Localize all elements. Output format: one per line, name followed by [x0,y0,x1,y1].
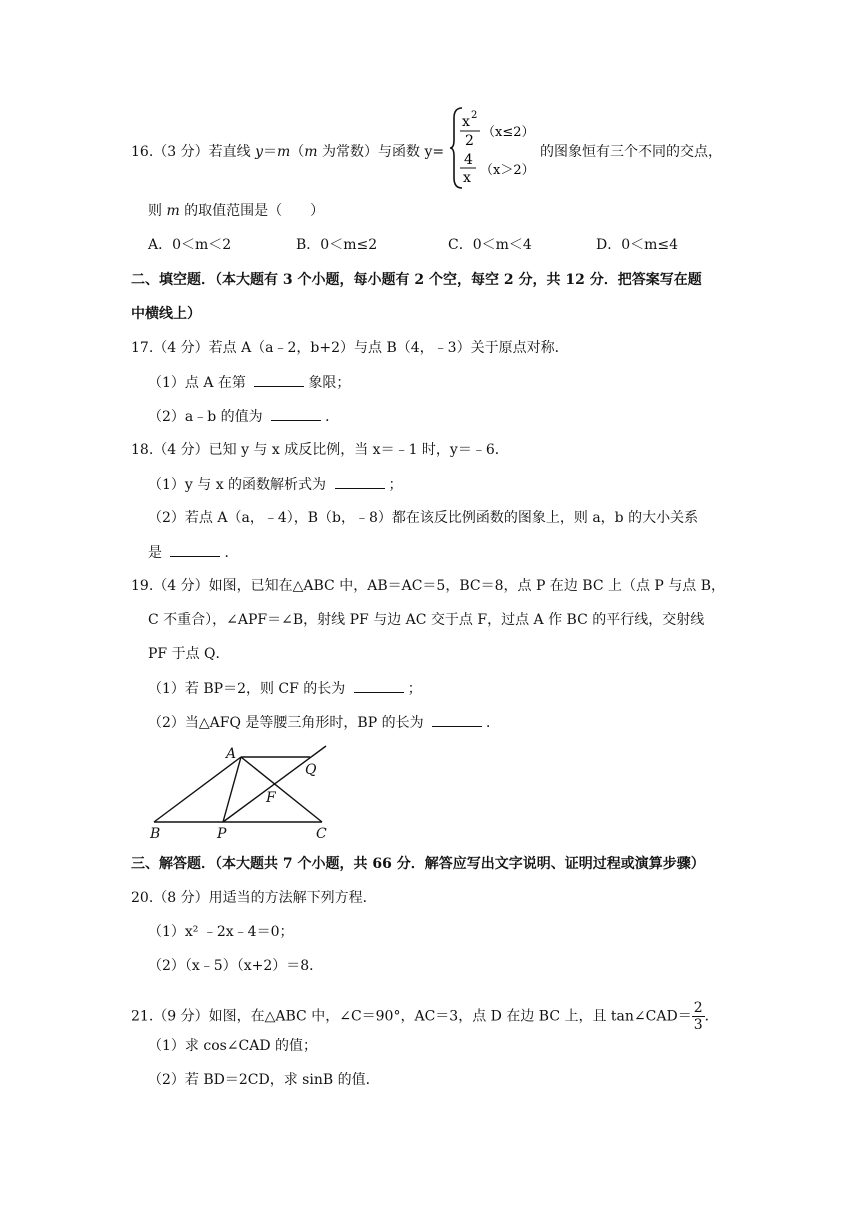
q18-p2c: 是 [148,545,167,561]
q21-stem-text: 21.（9 分）如图，在△ABC 中，∠C＝90°，AC＝3，点 D 在边 BC 上，且 tan∠CAD＝ [131,1008,692,1025]
func-y-eq: y= [424,144,445,160]
label-a: A [226,746,237,762]
q20-stem: 20.（8 分）用适当的方法解下列方程． [131,890,377,906]
sec3-l1: 三、解答题．（本大题共 7 个小题，共 66 分．解答应写出文字说明、证明过程或演算步骤） [131,856,705,872]
q17-stem: 17.（4 分）若点 A（a﹣2，b+2）与点 B（4，﹣3）关于原点对称． [131,340,569,356]
q18-p2d: ． [224,545,239,561]
q16-option-c: C．0＜m＜4 [448,237,532,253]
var-y: y [255,144,263,160]
sec2-l2: 中横线上） [131,306,201,322]
piece2-cond: （x＞2） [480,163,535,178]
q16-option-b: B．0＜m≤2 [296,237,378,253]
q18-stem: 18.（4 分）已知 y 与 x 成反比例，当 x＝﹣1 时，y＝﹣6． [131,442,509,458]
q16-mid1: （ [290,144,305,160]
q17-part2 [148,406,339,427]
q19-part2 [148,712,500,733]
segment-ap [223,757,241,822]
q19-p2b: ． [486,715,501,731]
piecewise-function [450,104,546,192]
q21-part1: （1）求 cos∠CAD 的值； [148,1038,318,1054]
piece2-num: 4 [464,152,473,168]
q16-line2a: 则 [148,203,167,219]
fraction-2-3 [692,1000,705,1033]
q17-p2a: （2）a﹣b 的值为 [148,409,268,425]
q17-p2b: ． [325,409,340,425]
q19-line3: PF 于点 Q． [148,646,230,662]
piece1-cond: （x≤2） [482,125,535,140]
q18-p1b: ； [388,477,403,493]
piece1-den: 2 [465,133,474,149]
label-p: P [217,826,227,840]
q17-p1b: 象限； [308,375,351,391]
q16-suffix: 的图象恒有三个不同的交点， [540,144,722,160]
var-m2: m [304,144,318,160]
q19-line1: 19.（4 分）如图，已知在△ABC 中，AB＝AC＝5，BC＝8，点 P 在边 BC 上（点 P 与点 B， [131,578,726,594]
q20-part1: （1）x² ﹣2x﹣4＝0； [148,924,294,940]
q18-part2-cont [148,542,238,563]
label-f: F [266,790,276,806]
q16-option-d: D．0＜m≤4 [596,237,679,253]
var-m3: m [166,203,180,219]
label-q: Q [305,762,317,778]
q18-p1a: （1）y 与 x 的函数解析式为 [148,477,331,493]
answer-blank[interactable] [335,474,385,489]
answer-blank[interactable] [354,678,404,693]
q19-p2a: （2）当△AFQ 是等腰三角形时，BP 的长为 [148,715,429,731]
section3-heading [131,854,705,874]
label-c: C [316,826,327,840]
q19-p1b: ； [407,681,422,697]
piece1-exp: 2 [471,110,478,121]
q16-mid2: 为常数）与函数 [317,144,425,160]
sec2-l1: 二、填空题．（本大题有 3 个小题，每小题有 2 个空，每空 2 分，共 12 分．把答案写在题 [131,272,702,288]
q19-p1a: （1）若 BP＝2，则 CF 的长为 [148,681,350,697]
q17-p1a: （1）点 A 在第 [148,375,251,391]
answer-blank[interactable] [170,542,220,557]
frac-den: 3 [693,1017,703,1033]
q19-line2: C 不重合），∠APF＝∠B，射线 PF 与边 AC 交于点 F，过点 A 作 BC 的平行线，交射线 [148,612,705,628]
q16-option-a: A．0＜m＜2 [148,237,232,253]
q16-line2b: 的取值范围是（ ） [179,203,325,219]
answer-blank[interactable] [254,372,304,387]
q19-figure [140,740,350,840]
piece2-den: x [463,170,471,186]
q16-line2 [148,201,324,221]
q19-part1 [148,678,422,699]
q16-prefix: 16.（3 分）若直线 [131,144,256,160]
section2-heading-line1 [131,270,702,290]
q20-part2: （2）（x﹣5）（x+2）＝8． [148,958,324,974]
frac-num: 2 [693,1000,703,1016]
label-b: B [150,826,161,840]
var-m: m [277,144,291,160]
answer-blank[interactable] [432,712,482,727]
q21-part2: （2）若 BD＝2CD，求 sinB 的值． [148,1072,380,1088]
q16-line1: 16.（3 分）若直线 y＝m（m 为常数）与函数 y= [131,144,445,160]
segment-ab [154,757,241,822]
q21-end: ． [704,1008,719,1025]
q21-stem [131,1000,719,1033]
q17-part1 [148,372,350,393]
answer-blank[interactable] [271,406,321,421]
q18-part2: （2）若点 A（a，﹣4），B（b，﹣8）都在该反比例函数的图象上，则 a，b 的大小关系 [148,510,699,526]
section2-heading-line2 [131,304,201,324]
piece1-x2: x [462,114,470,130]
q18-part1 [148,474,403,495]
